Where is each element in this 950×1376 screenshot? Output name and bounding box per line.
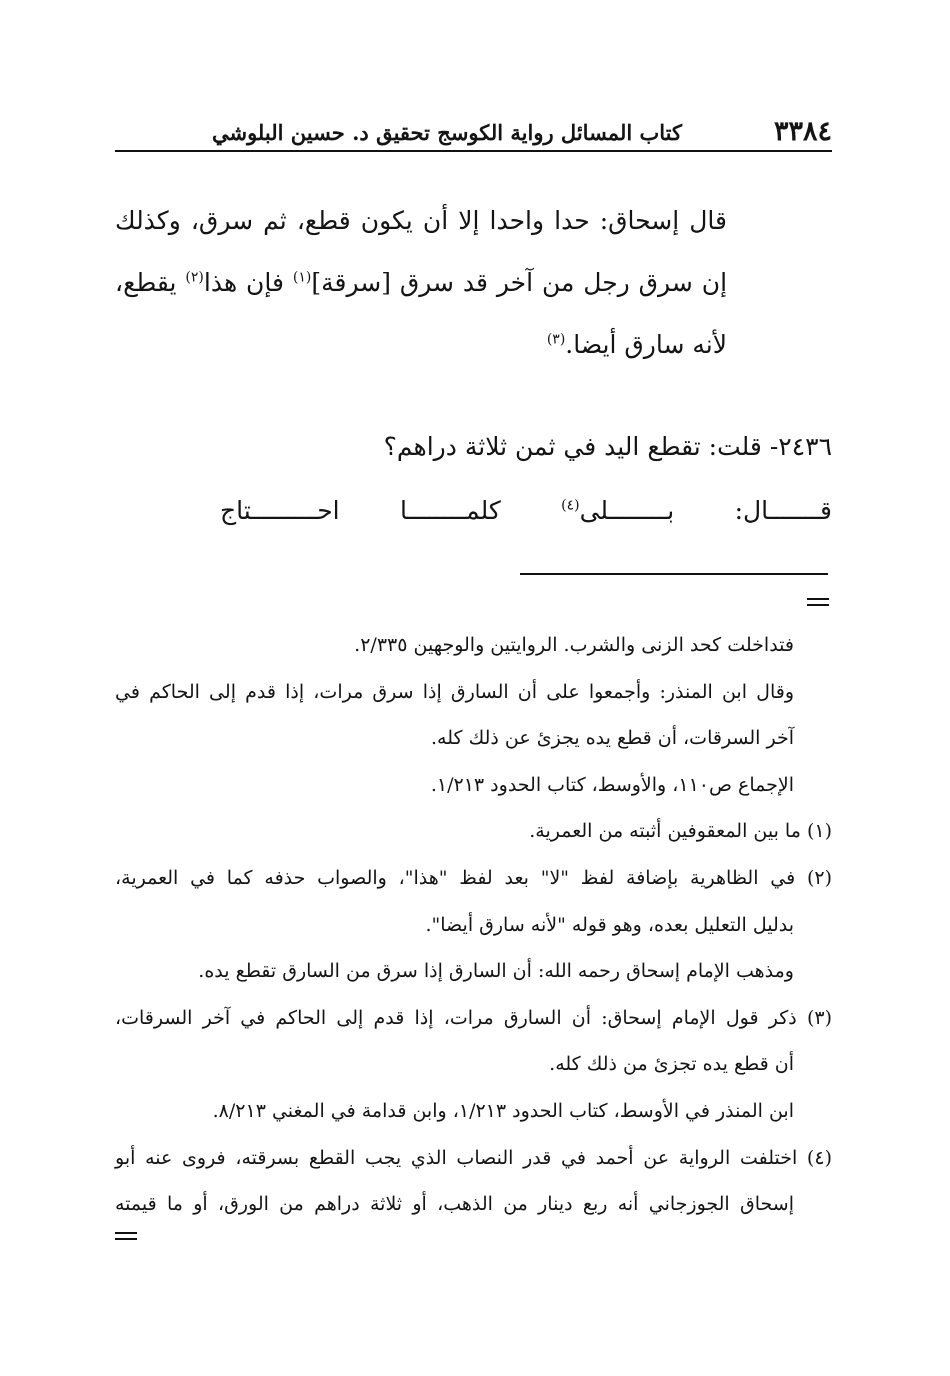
footnote-line: (٣) ذكر قول الإمام إسحاق: أن السارق مرات، إذا قدم إلى الحاكم في آخر السرقات، [115,1006,832,1029]
main-line-3-part-a: لأنه سارق أيضا. [565,330,727,359]
running-title: كتاب المسائل رواية الكوسج تحقيق د. حسين البلوشي [211,120,682,145]
main-line-2-part-b: فإن هذا [203,268,293,297]
footnote-line: (٤) اختلفت الرواية عن أحمد في قدر النصاب الذي يجب القطع بسرقته، فروى عنه أبو [115,1146,832,1169]
footnote-line: بدليل التعليل بعده، وهو قوله "لأنه سارق أيضا". [425,913,794,936]
footnote-separator [520,573,828,575]
answer-part-a: قـــــــال: بــــــــلى [579,496,832,525]
footnote-line: ومذهب الإمام إسحاق رحمه الله: أن السارق إذا سرق من السارق تقطع يده. [198,960,794,983]
answer-line [220,479,832,543]
footnote-line: آخر السرقات، أن قطع يده يجزئ عن ذلك كله. [431,727,794,750]
footnote-line: (٢) في الظاهرية بإضافة لفظ "لا" بعد لفظ "هذا"، والصواب حذفه كما في العمرية، [115,866,832,889]
footnote-line: فتداخلت كحد الزنى والشرب. الروايتين والوجهين ٢/٣٣٥. [354,634,794,656]
page-header [115,110,832,152]
footnote-ref-3[interactable]: (٣) [546,331,566,348]
main-text [115,190,727,376]
footnote-line: ابن المنذر في الأوسط، كتاب الحدود ١/٢١٣، وابن قدامة في المغني ٨/٢١٣. [212,1099,794,1122]
footnote-line: وقال ابن المنذر: وأجمعوا على أن السارق إذا سرق مرات، إذا قدم إلى الحاكم في [115,680,794,703]
footnote-line: إسحاق الجوزجاني أنه ربع دينار من الذهب، أو ثلاثة دراهم من الورق، أو ما قيمته [115,1193,794,1216]
question-block [115,415,832,543]
footnotes [115,622,832,1228]
footnote-line: أن قطع يده تجزئ من ذلك كله. [549,1053,794,1076]
page-number: ٣٣٨٤ [773,116,832,147]
continuation-mark-top [807,598,829,606]
main-line-2-part-a: إن سرق رجل من آخر قد سرق [سرقة] [311,268,728,297]
main-line-1: قال إسحاق: حدا واحدا إلا أن يكون قطع، ثم سرق، وكذلك [115,206,727,235]
answer-part-b: كلمــــــــا احـــــــــتاج [220,496,562,525]
footnote-ref-1[interactable]: (١) [292,269,312,286]
footnote-line: (١) ما بين المعقوفين أثبته من العمرية. [529,820,832,843]
question-line: ٢٤٣٦- قلت: تقطع اليد في ثمن ثلاثة دراهم؟ [383,432,832,461]
footnote-line: الإجماع ص١١٠، والأوسط، كتاب الحدود ١/٢١٣. [430,773,794,796]
main-line-3 [115,314,727,376]
continuation-mark-bottom [115,1232,137,1240]
main-line-2 [115,252,727,314]
footnote-ref-2[interactable]: (٢) [185,269,204,286]
footnote-ref-4[interactable]: (٤) [561,497,580,514]
main-line-2-part-c: يقطع، [115,268,186,297]
